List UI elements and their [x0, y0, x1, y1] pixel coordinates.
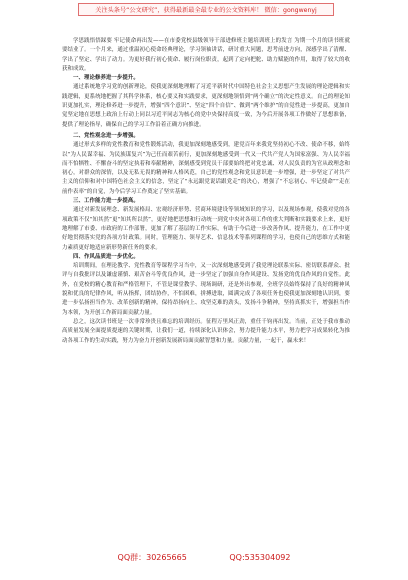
paragraph: 学思践悟悟踩要 牢记使命再出发——在市委党校县级领导干部进修班主题培训班上的发言 为期一个月的读书班就要结业了。一个月来，通过重温初心使命经典理论，学习领袖讲话，研讨重大问题，思考前进方向，深感学出了清醒、学出了坚定、学出了动力。为更好我行初心使命、履行岗位职责，起到了定向把舵、助力赋能的作用，取得了较大的收获和成效。 — [62, 38, 350, 72]
paragraph: 通过系统地学习党的创新理论，使我更深刻地理解了习近平新时代中国特色社会主义思想产生发展的理论逻辑和实践逻辑，更系统地把握了其科学体系，核心要义和实践要求，更深刻地领悟到“两个确立”的决定性意义。自己的理论知识更加扎实，理论修养进一步提升，增强“四个意识”、坚定“四个自信”、做到“两个维护”的自觉性进一步提高，更加自觉坚定地在思想上政治上行动上同以习近平同志为核心的党中央保持高度一致，为今后开展各项工作做好了思想准备，提供了理论指导，确保自己的学习工作沿着正确方向推进。 — [62, 84, 350, 128]
header-banner: 关注头条号“公文研究”，获得最新最全最专业的公文资料库！ 微信：gongwenyj — [78, 3, 334, 16]
paragraph: 通过形式多样的党性教育和党性锻炼活动，我更加深刻地感受到，建党百年来我党坚持初心不改、使命不移，始终以“为人民谋幸福、为民族谋复兴”为己任而艰苦前行，更加深刻地感受到一代又一代共产党人为国家富强、为人民幸福而不怕牺牲、不懈奋斗的坚定执着和奉献精神，深刻感受到党员干部要始终把对党忠诚、对人民负责的为官从政理念和初心，对群众的深情，以及无私无畏的精神和人格风范，自己的党性观念和党员意识进一步增强，进一步坚定了对共产主义的信仰和对中国特色社会主义的信念，坚定了“永远跟党说话跟党走”的决心，增强了“不忘初心、牢记使命”“走在前作表率”的自觉，为今后学习工作奠定了坚实基础。 — [62, 142, 350, 195]
qq-label: QQ:535304092 — [229, 553, 291, 562]
paragraph: 通过对新发展理念、新发展格局、宏观经济形势、营商环境建设等领域知识的学习，以及现场参观，使我对党的各项政策不仅“知其然”更“知其所以然”，更好地把思想和行动统一到党中央对各项工作的重大判断和实践要求上来，更好地理解了市委、市政府的工作部署，更加了解了基层的工作实际，有助于今后进一步改善作风、提升能力，在工作中更好地贯彻落实党的各项方针政策。同时，管理能力、领导艺术、信息技术等系列课程的学习，也使自己的思维方式和能力素质更好地适应新形势新任务的要求。 — [62, 207, 350, 251]
section-heading: 一、理论修养进一步提升。 — [73, 75, 139, 82]
document-body — [62, 37, 350, 346]
paragraph: 总之，这次读书班是一次非常珍贵且难忘的培训经历。征程万里风正劲，重任千钧再出发。当前，正处于我市推动高质量发展全面提质提速的关键时期，让我们一道，持续深化认识体会，努力提升能力水平，努力把学习成果转化为推动各项工作的生动实践，努力为奋力开创新发展新局面贡献智慧和力量。贡献力量，一起干，赢未来！ — [62, 318, 350, 344]
paragraph: 培训期间，在理论教学、党性教育等课程学习当中，又一次深刻地感受到了我党理论联系实际、密切联系群众、批评与自我批评以及谦虚谨慎、艰苦奋斗等优良作风，进一步坚定了加强自身作风建设、发扬党的优良作风的自觉性。此外，在党校的精心教育和严格管理下，不管是课堂教学、现场调研，还是外出参观，全班学员始终保持了良好的精神风貌和优良的纪律作风，听从指挥，团结协作，不怕困难，拼搏进取，圆满完成了各项任务也使我更加深刻地认识到，要进一步弘扬担当作为、改革创新的精神，保持昂扬向上、攻坚克难的劲头，发扬斗争精神，坚持真抓实干，增强担当作为本领，为开创工作新局面贡献力量。 — [62, 263, 350, 316]
section-heading: 二、党性观念进一步增强。 — [73, 132, 139, 139]
footer-contact — [0, 552, 408, 566]
section-heading: 三、工作能力进一步提高。 — [73, 198, 139, 205]
qq-group-label: QQ群：30265665 — [117, 553, 187, 562]
section-heading: 四、作风品质进一步优化。 — [73, 253, 139, 260]
